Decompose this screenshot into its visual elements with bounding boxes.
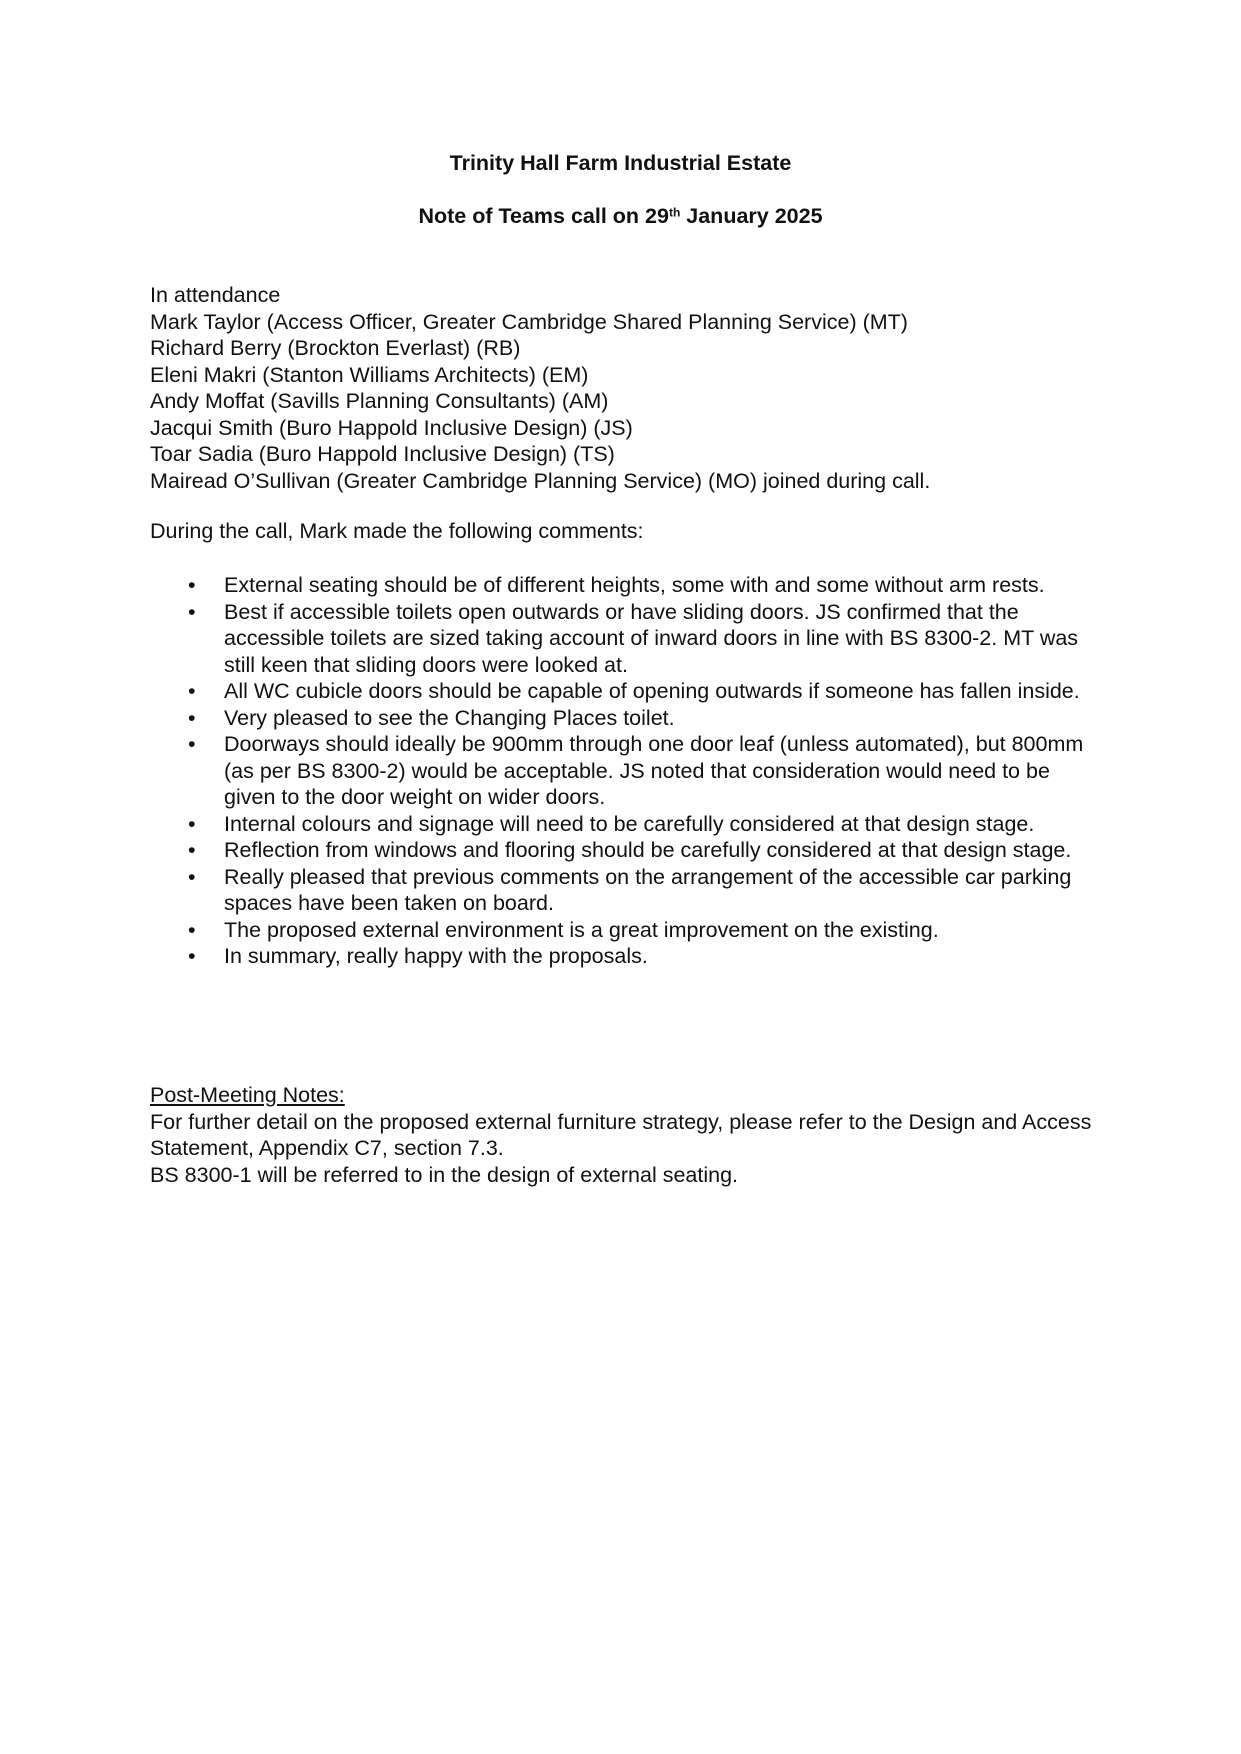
post-meeting-paragraph: BS 8300-1 will be referred to in the design of external seating. (150, 1162, 739, 1187)
comment-item (150, 731, 1100, 811)
comment-text: All WC cubicle doors should be capable of opening outwards if someone has fallen inside. (224, 679, 1080, 703)
attendee-line: Jacqui Smith (Buro Happold Inclusive Design) (JS) (150, 415, 633, 440)
comment-text: Doorways should ideally be 900mm through one door leaf (unless automated), but 800mm (as per BS 8300-2) would be acceptable. JS noted that consideration would need to be given to the door weight on wider doors. (224, 732, 1084, 809)
comment-item (150, 599, 1100, 679)
document-title: Trinity Hall Farm Industrial Estate (449, 151, 792, 175)
bullet-icon: • (188, 944, 196, 968)
post-meeting-paragraph: For further detail on the proposed external furniture strategy, please refer to the Design and Access Statement, Appendix C7, section 7.3. (150, 1109, 1092, 1160)
attendee-line: Eleni Makri (Stanton Williams Architects) (EM) (150, 362, 589, 387)
post-meeting-heading: Post-Meeting Notes: (150, 1083, 345, 1107)
comment-item (150, 864, 1100, 917)
attendee-line: Mark Taylor (Access Officer, Greater Cambridge Shared Planning Service) (MT) (150, 309, 908, 334)
bullet-icon: • (188, 864, 196, 889)
subtitle-prefix: Note of Teams call on 29 (418, 204, 669, 228)
bullet-icon: • (188, 679, 196, 703)
bullet-icon: • (188, 732, 196, 756)
attendance-heading: In attendance (150, 283, 281, 307)
comment-text: Reflection from windows and flooring should be carefully considered at that design stage. (224, 838, 1072, 862)
bullet-icon: • (188, 917, 196, 942)
comments-list (150, 572, 1100, 970)
post-meeting-notes (150, 1082, 1110, 1188)
comment-text: External seating should be of different heights, some with and some without arm rests. (224, 573, 1045, 597)
bullet-icon: • (188, 573, 196, 597)
bullet-icon: • (188, 705, 196, 730)
comment-item (150, 705, 1100, 732)
attendee-line: Toar Sadia (Buro Happold Inclusive Design) (TS) (150, 442, 615, 466)
comment-text: The proposed external environment is a great improvement on the existing. (224, 917, 939, 942)
comment-item (150, 811, 1100, 838)
bullet-icon: • (188, 838, 196, 862)
bullet-icon: • (188, 599, 196, 624)
comment-text: Really pleased that previous comments on the arrangement of the accessible car parking spaces have been taken on board. (224, 864, 1072, 915)
subtitle-superscript: th (668, 205, 681, 220)
attendance-section (150, 282, 1110, 494)
subtitle-suffix: January 2025 (680, 204, 823, 228)
comment-text: Best if accessible toilets open outwards or have sliding doors. JS confirmed that the accessible toilets are sized taking account of inward doors in line with BS 8300-2. MT was still keen that sliding doors were looked at. (224, 599, 1079, 677)
comment-text: Very pleased to see the Changing Places toilet. (224, 705, 675, 730)
comment-item (150, 837, 1100, 864)
comments-intro: During the call, Mark made the following comments: (150, 519, 644, 543)
comment-text: In summary, really happy with the proposals. (224, 944, 648, 968)
comment-item (150, 572, 1100, 599)
comment-item (150, 943, 1100, 970)
attendee-line: Andy Moffat (Savills Planning Consultants) (AM) (150, 389, 609, 413)
comment-item (150, 917, 1100, 944)
comment-item (150, 678, 1100, 705)
attendee-line: Mairead O’Sullivan (Greater Cambridge Planning Service) (MO) joined during call. (150, 468, 931, 493)
bullet-icon: • (188, 811, 196, 836)
comment-text: Internal colours and signage will need to be carefully considered at that design stage. (224, 811, 1035, 836)
attendee-line: Richard Berry (Brockton Everlast) (RB) (150, 336, 521, 360)
document-subtitle (0, 203, 1241, 229)
